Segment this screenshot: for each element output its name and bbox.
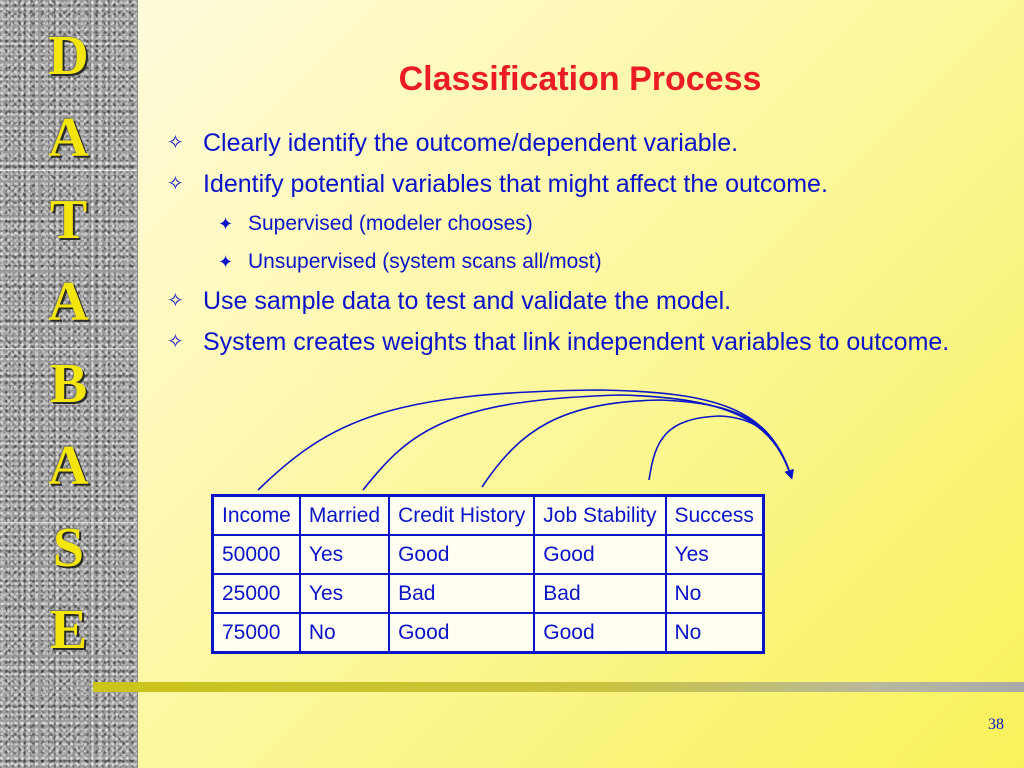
sidebar-letter: D [48, 25, 89, 87]
table-cell: Bad [389, 574, 534, 613]
table-row [213, 574, 764, 613]
sidebar-letter: A [48, 271, 89, 333]
table-cell: Good [389, 613, 534, 653]
bullet-text: System creates weights that link independent variables to outcome. [203, 328, 950, 356]
sub-bullet-item [165, 246, 965, 278]
hollow-star-bullet-icon: ✧ [167, 290, 184, 312]
sidebar-letters [0, 26, 137, 682]
table-cell: No [666, 613, 764, 653]
table-cell: No [300, 613, 389, 653]
table-cell: Yes [666, 535, 764, 574]
sidebar-letter: T [49, 189, 88, 251]
solid-star-bullet-icon: ✦ [218, 252, 234, 272]
credit-history-link-arrow [482, 400, 791, 487]
bullet-text: Identify potential variables that might affect the outcome. [203, 170, 828, 198]
bullet-item [165, 126, 965, 161]
slide-title: Classification Process [398, 60, 762, 98]
job-stability-link-arrow [649, 416, 791, 480]
sample-data-table [211, 494, 765, 654]
married-link-arrow [363, 395, 791, 490]
table-cell: 50000 [213, 535, 300, 574]
table-row [213, 613, 764, 653]
table-row [213, 535, 764, 574]
bullet-text: Unsupervised (system scans all/most) [248, 250, 602, 273]
income-link-arrow [258, 390, 791, 490]
sidebar-letter: S [52, 517, 85, 579]
table-cell: No [666, 574, 764, 613]
table-cell: Good [534, 613, 665, 653]
solid-star-bullet-icon: ✦ [218, 214, 234, 234]
table-cell: 25000 [213, 574, 300, 613]
bullet-item [165, 325, 965, 360]
hollow-star-bullet-icon: ✧ [167, 331, 184, 353]
table-cell: 75000 [213, 613, 300, 653]
bullet-text: Clearly identify the outcome/dependent variable. [203, 129, 739, 157]
sidebar-letter: A [48, 435, 89, 497]
table-header-row [213, 496, 764, 536]
bullet-text: Use sample data to test and validate the model. [203, 287, 732, 315]
table-cell: Yes [300, 535, 389, 574]
table-header-cell: Credit History [389, 496, 534, 536]
hollow-star-bullet-icon: ✧ [167, 132, 184, 154]
sidebar-letter: A [48, 107, 89, 169]
table-header-cell: Married [300, 496, 389, 536]
bullet-item [165, 167, 965, 202]
table-cell: Good [389, 535, 534, 574]
table-cell: Yes [300, 574, 389, 613]
sidebar-letter: B [49, 353, 88, 415]
table-cell: Good [534, 535, 665, 574]
bullet-item [165, 284, 965, 319]
bullet-list [165, 126, 965, 366]
footer-divider-bar [93, 682, 1024, 692]
table-cell: Bad [534, 574, 665, 613]
bullet-text: Supervised (modeler chooses) [248, 212, 533, 235]
hollow-star-bullet-icon: ✧ [167, 173, 184, 195]
table-header-cell: Job Stability [534, 496, 665, 536]
table-header-cell: Income [213, 496, 300, 536]
page-number: 38 [988, 716, 1004, 733]
granite-sidebar [0, 0, 138, 768]
sub-bullet-item [165, 208, 965, 240]
sidebar-letter: E [49, 599, 88, 661]
table-header-cell: Success [666, 496, 764, 536]
